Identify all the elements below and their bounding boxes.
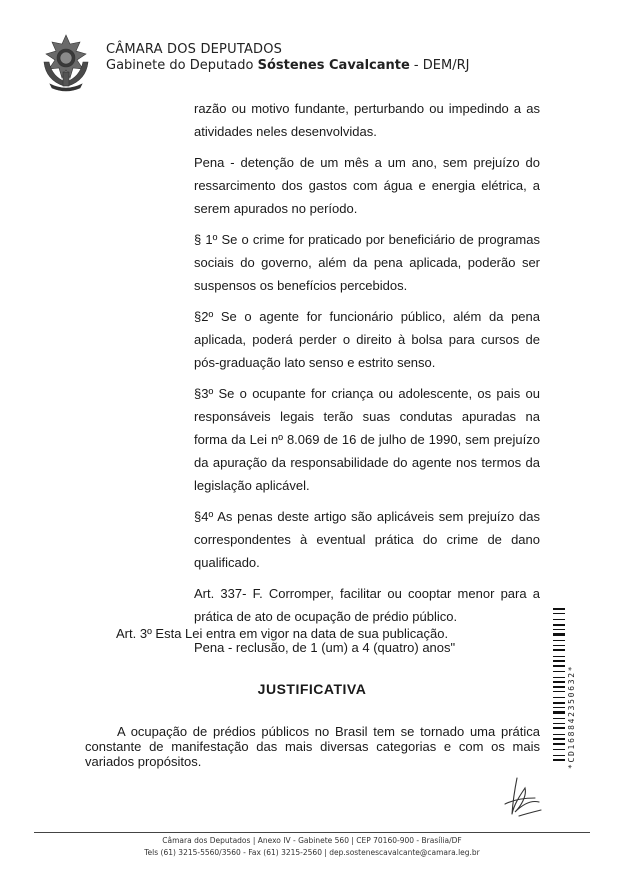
barcode-bar <box>553 656 565 657</box>
organization-name: CÂMARA DOS DEPUTADOS <box>106 42 283 57</box>
barcode-bar <box>553 665 565 667</box>
paragraph: Art. 337- F. Corromper, facilitar ou cooptar menor para a prática de ato de ocupação de prédio público. <box>194 586 540 624</box>
barcode-bar <box>553 608 565 610</box>
barcode-bar <box>553 727 565 729</box>
barcode-bar <box>553 633 565 636</box>
paragraph: razão ou motivo fundante, perturbando ou impedindo a as atividades neles desenvolvidas. <box>194 101 540 139</box>
barcode-bar <box>553 660 565 662</box>
footer-contact: Tels (61) 3215-5560/3560 - Fax (61) 3215-2560 | dep.sostenescavalcante@camara.leg.br <box>144 848 480 857</box>
barcode-bar <box>553 759 565 761</box>
barcode-bar <box>553 640 565 641</box>
paragraph: Pena - detenção de um mês a um ano, sem prejuízo do ressarcimento dos gastos com água e energia elétrica, a serem apurados no período. <box>194 155 540 216</box>
office-prefix: Gabinete do Deputado <box>106 58 258 73</box>
barcode-bar <box>553 691 565 692</box>
barcode-bar <box>553 671 565 672</box>
barcode-bar <box>553 624 565 626</box>
barcode-bar <box>553 629 565 630</box>
footer-divider <box>34 832 590 833</box>
paragraph: Pena - reclusão, de 1 (um) a 4 (quatro) anos" <box>194 640 456 655</box>
barcode-bar <box>553 743 565 745</box>
barcode-bar <box>553 677 565 678</box>
barcode-bar <box>553 738 565 740</box>
footer-address: Câmara dos Deputados | Anexo IV - Gabinete 560 | CEP 70160-900 - Brasília/DF <box>162 836 462 845</box>
letterhead <box>36 32 496 92</box>
barcode-bar <box>553 681 565 683</box>
party-label: - DEM/RJ <box>409 58 470 73</box>
barcode-bar <box>553 718 565 719</box>
barcode-bar <box>553 686 565 688</box>
office-line <box>106 58 469 73</box>
barcode-bar <box>553 649 565 651</box>
handwritten-signature <box>495 774 545 824</box>
barcode-bar <box>553 749 565 750</box>
barcode-bar <box>553 697 565 698</box>
coat-of-arms-emblem <box>36 32 96 92</box>
paragraph: §2º Se o agente for funcionário público, além da pena aplicada, poderá perder o direito à bolsa para cursos de pós-graduação lato senso e estrito senso. <box>194 309 540 370</box>
barcode-bar <box>553 707 565 708</box>
barcode-bar <box>553 613 565 614</box>
barcode-bar <box>553 645 565 646</box>
justificativa-text: A ocupação de prédios públicos no Brasil tem se tornado uma prática constante de manifestação das mais diversas categorias e com os mais variados propósitos. <box>85 724 540 769</box>
barcode-bar <box>553 723 565 724</box>
paragraph: §4º As penas deste artigo são aplicáveis sem prejuízo das correspondentes à eventual prática do crime de dano qualificado. <box>194 509 540 570</box>
article-3: Art. 3º Esta Lei entra em vigor na data de sua publicação. <box>116 626 449 641</box>
paragraph: §3º Se o ocupante for criança ou adolescente, os pais ou responsáveis legais terão suas condutas apuradas na forma da Lei nº 8.069 de 16 de julho de 1990, sem prejuízo da apuração da responsabilidade do agente nos termos da legislação aplicável. <box>194 386 540 493</box>
bill-text-block <box>194 97 540 667</box>
barcode-bar <box>553 702 565 704</box>
deputy-name: Sóstenes Cavalcante <box>257 58 410 73</box>
barcode-bar <box>553 619 565 620</box>
barcode-bar <box>553 734 565 735</box>
justificativa-heading: JUSTIFICATIVA <box>257 681 367 697</box>
barcode-bar <box>553 711 565 714</box>
paragraph: § 1º Se o crime for praticado por beneficiário de programas sociais do governo, além da pena aplicada, poderão ser suspensos os benefícios percebidos. <box>194 232 540 293</box>
barcode-number: *CD168842350632* <box>567 664 576 769</box>
barcode-bar <box>553 755 565 756</box>
